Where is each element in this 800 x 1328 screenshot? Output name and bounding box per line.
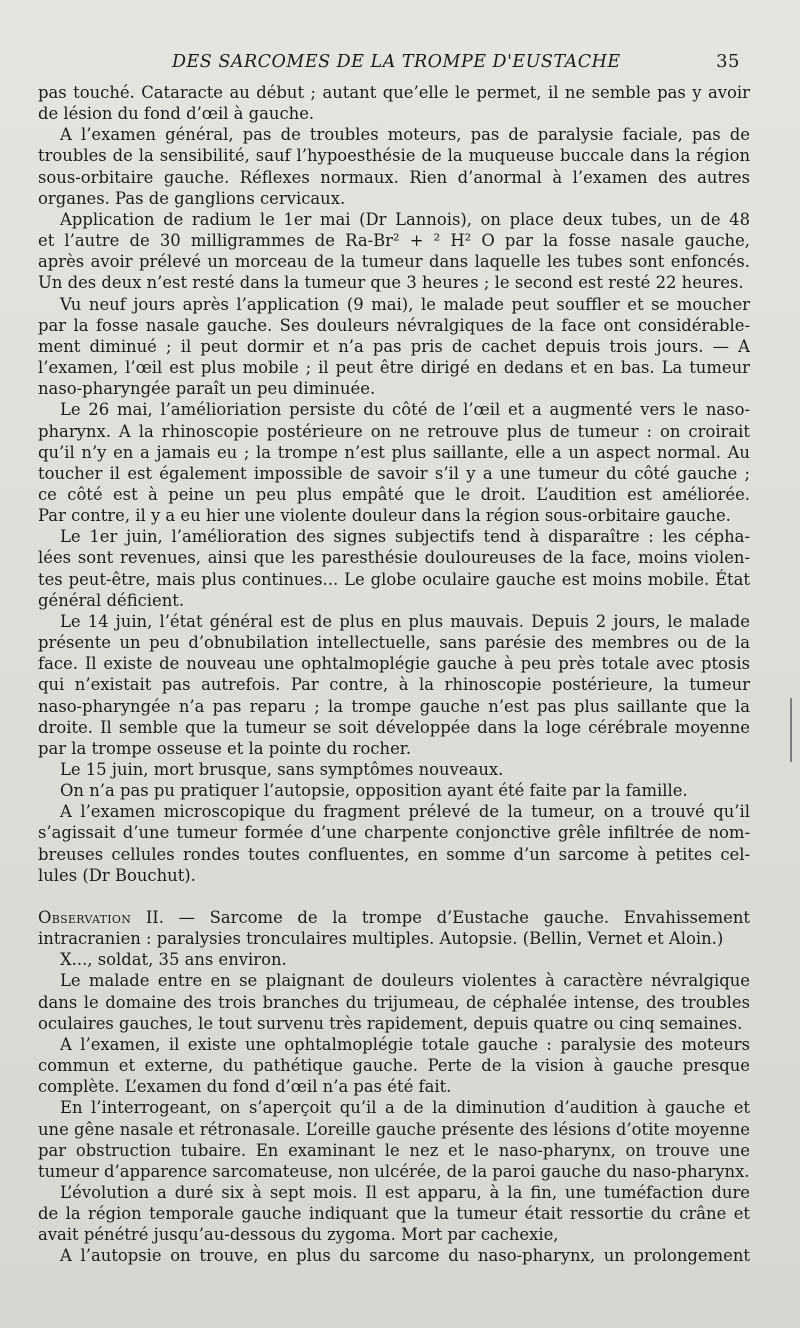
text-line: A l’autopsie on trouve, en plus du sarcome du naso-pharynx, un prolongement (60, 1246, 750, 1266)
text-line: droite. Il semble que la tumeur se soit développée dans la loge cérébrale moyenne (38, 717, 750, 737)
text-line: complète. L’examen du fond d’œil n’a pas été fait. (38, 1077, 452, 1097)
text-line: après avoir prélevé un morceau de la tumeur dans laquelle les tubes sont enfoncés. (38, 252, 750, 272)
margin-mark (790, 698, 792, 762)
text-line: Le malade entre en se plaignant de douleurs violentes à caractère névralgique (60, 971, 750, 991)
text-line: naso-pharyngée n’a pas reparu ; la trompe gauche n’est pas plus saillante que la (38, 696, 750, 716)
text-line: breuses cellules rondes toutes confluentes, en somme d’un sarcome à petites cel- (38, 844, 750, 864)
text-line: l’examen, l’œil est plus mobile ; il peut être dirigé en dedans et en bas. La tumeur (38, 358, 750, 378)
page-body (38, 82, 750, 1267)
text-line: L’évolution a duré six à sept mois. Il est apparu, à la fin, une tuméfaction dure (60, 1182, 750, 1202)
text-line: organes. Pas de ganglions cervicaux. (38, 188, 346, 208)
text-line: de la région temporale gauche indiquant que la tumeur était ressortie du crâne et (38, 1204, 750, 1224)
text-line: dans le domaine des trois branches du trijumeau, de céphalée intense, des troubles (38, 992, 750, 1012)
text-line: présente un peu d’obnubilation intellectuelle, sans parésie des membres ou de la (38, 633, 750, 653)
text-line: ment diminué ; il peut dormir et n’a pas pris de cachet depuis trois jours. — A (38, 336, 750, 356)
section-gap (38, 886, 750, 907)
text-line: X..., soldat, 35 ans environ. (60, 950, 287, 970)
page-number: 35 (716, 51, 740, 72)
observation-label: Observation (38, 907, 132, 927)
text-line: pharynx. A la rhinoscopie postérieure on ne retrouve plus de tumeur : on croirait (38, 421, 750, 441)
text-line: naso-pharyngée paraît un peu diminuée. (38, 379, 376, 399)
text-line: A l’examen microscopique du fragment prélevé de la tumeur, on a trouvé qu’il (60, 802, 750, 822)
text-line: On n’a pas pu pratiquer l’autopsie, opposition ayant été faite par la famille. (60, 781, 688, 801)
observation-heading-line: Observation II. — Sarcome de la trompe d’Eustache gauche. Envahissement (38, 907, 750, 927)
text-line: Le 26 mai, l’amélioriation persiste du côté de l’œil et a augmenté vers le naso- (60, 400, 750, 420)
text-line: ce côté est à peine un peu plus empâté que le droit. L’audition est améliorée. (38, 484, 750, 504)
paragraph (38, 1097, 750, 1182)
text-line: En l’interrogeant, on s’aperçoit qu’il a de la diminution d’audition à gauche et (60, 1098, 750, 1118)
text-line: A l’examen, il existe une ophtalmoplégie totale gauche : paralysie des moteurs (60, 1034, 750, 1054)
text-line: pas touché. Cataracte au début ; autant que’elle le permet, il ne semble pas y avoir (38, 83, 750, 102)
text-line: tumeur d’apparence sarcomateuse, non ulcérée, de la paroi gauche du naso-pharynx. (38, 1161, 750, 1181)
text-line: Par contre, il y a eu hier une violente douleur dans la région sous-orbitaire gauche. (38, 506, 731, 526)
paragraph (38, 801, 750, 886)
text-line: tes peut-être, mais plus continues... Le globe oculaire gauche est moins mobile. État (38, 569, 750, 589)
text-line: par obstruction tubaire. En examinant le nez et le naso-pharynx, on trouve une (38, 1140, 750, 1160)
text-line: général déficient. (38, 590, 185, 610)
text-line: qu’il n’y en a jamais eu ; la trompe n’est plus saillante, elle a un aspect normal. Au (38, 442, 750, 462)
paragraph (38, 780, 750, 801)
paragraph (38, 759, 750, 780)
paragraph (38, 1182, 750, 1245)
text-line: lules (Dr Bouchut). (38, 865, 196, 885)
paragraph (38, 970, 750, 1033)
text-line: par la fosse nasale gauche. Ses douleurs névralgiques de la face ont considérable- (38, 315, 750, 335)
text-line: qui n’existait pas autrefois. Par contre, à la rhinoscopie postérieure, la tumeur (38, 675, 750, 695)
text-line: s’agissait d’une tumeur formée d’une charpente conjonctive grêle infiltrée de nom- (38, 823, 750, 843)
text-line: oculaires gauches, le tout survenu très rapidement, depuis quatre ou cinq semaines. (38, 1013, 743, 1033)
paragraph (38, 209, 750, 294)
paragraph (38, 611, 750, 759)
paragraph (38, 399, 750, 526)
text-line: troubles de la sensibilité, sauf l’hypoesthésie de la muqueuse buccale dans la région (38, 146, 750, 166)
paragraph (38, 124, 750, 209)
paragraph (38, 526, 750, 611)
text-line: Un des deux n’est resté dans la tumeur que 3 heures ; le second est resté 22 heures. (38, 273, 744, 293)
paragraph (38, 82, 750, 124)
text-line: par la trompe osseuse et la pointe du rocher. (38, 738, 412, 758)
case-continuation (38, 82, 750, 886)
running-header (38, 46, 750, 82)
observation-heading-line: intracranien : paralysies tronculaires multiples. Autopsie. (Bellin, Vernet et Aloin.) (38, 929, 724, 949)
observation-heading (38, 907, 750, 949)
paragraph (38, 294, 750, 400)
text-line: Le 1er juin, l’amélioration des signes subjectifs tend à disparaître : les cépha- (60, 527, 750, 547)
text-line: de lésion du fond d’œil à gauche. (38, 104, 315, 124)
text-line: une gêne nasale et rétronasale. L’oreille gauche présente des lésions d’otite moyenne (38, 1119, 750, 1139)
paragraph (38, 1034, 750, 1097)
text-line: Application de radium le 1er mai (Dr Lannois), on place deux tubes, un de 48 (60, 209, 750, 229)
text-line: commun et externe, du pathétique gauche. Perte de la vision à gauche presque (38, 1056, 750, 1076)
paragraph (38, 1245, 750, 1266)
text-line: avait pénétré jusqu’au-dessous du zygoma. Mort par cachexie, (38, 1225, 559, 1245)
observation-body (38, 949, 750, 1266)
text-line: Le 14 juin, l’état général est de plus en plus mauvais. Depuis 2 jours, le malade (60, 611, 750, 631)
text-line: A l’examen général, pas de troubles moteurs, pas de paralysie faciale, pas de (60, 125, 750, 145)
text-line: sous-orbitaire gauche. Réflexes normaux. Rien d’anormal à l’examen des autres (38, 167, 750, 187)
text-line: lées sont revenues, ainsi que les paresthésie douloureuses de la face, moins violen- (38, 548, 750, 568)
text-line: face. Il existe de nouveau une ophtalmoplégie gauche à peu près totale avec ptosis (38, 654, 750, 674)
text-line: Vu neuf jours après l’application (9 mai), le malade peut souffler et se moucher (60, 294, 750, 314)
text-line: toucher il est également impossible de savoir s’il y a une tumeur du côté gauche ; (38, 463, 750, 483)
paragraph (38, 949, 750, 970)
text-line: et l’autre de 30 milligrammes de Ra-Br² + ² H² O par la fosse nasale gauche, (38, 231, 750, 251)
text-line: Le 15 juin, mort brusque, sans symptômes nouveaux. (60, 760, 504, 779)
running-title: DES SARCOMES DE LA TROMPE D'EUSTACHE (172, 52, 621, 72)
